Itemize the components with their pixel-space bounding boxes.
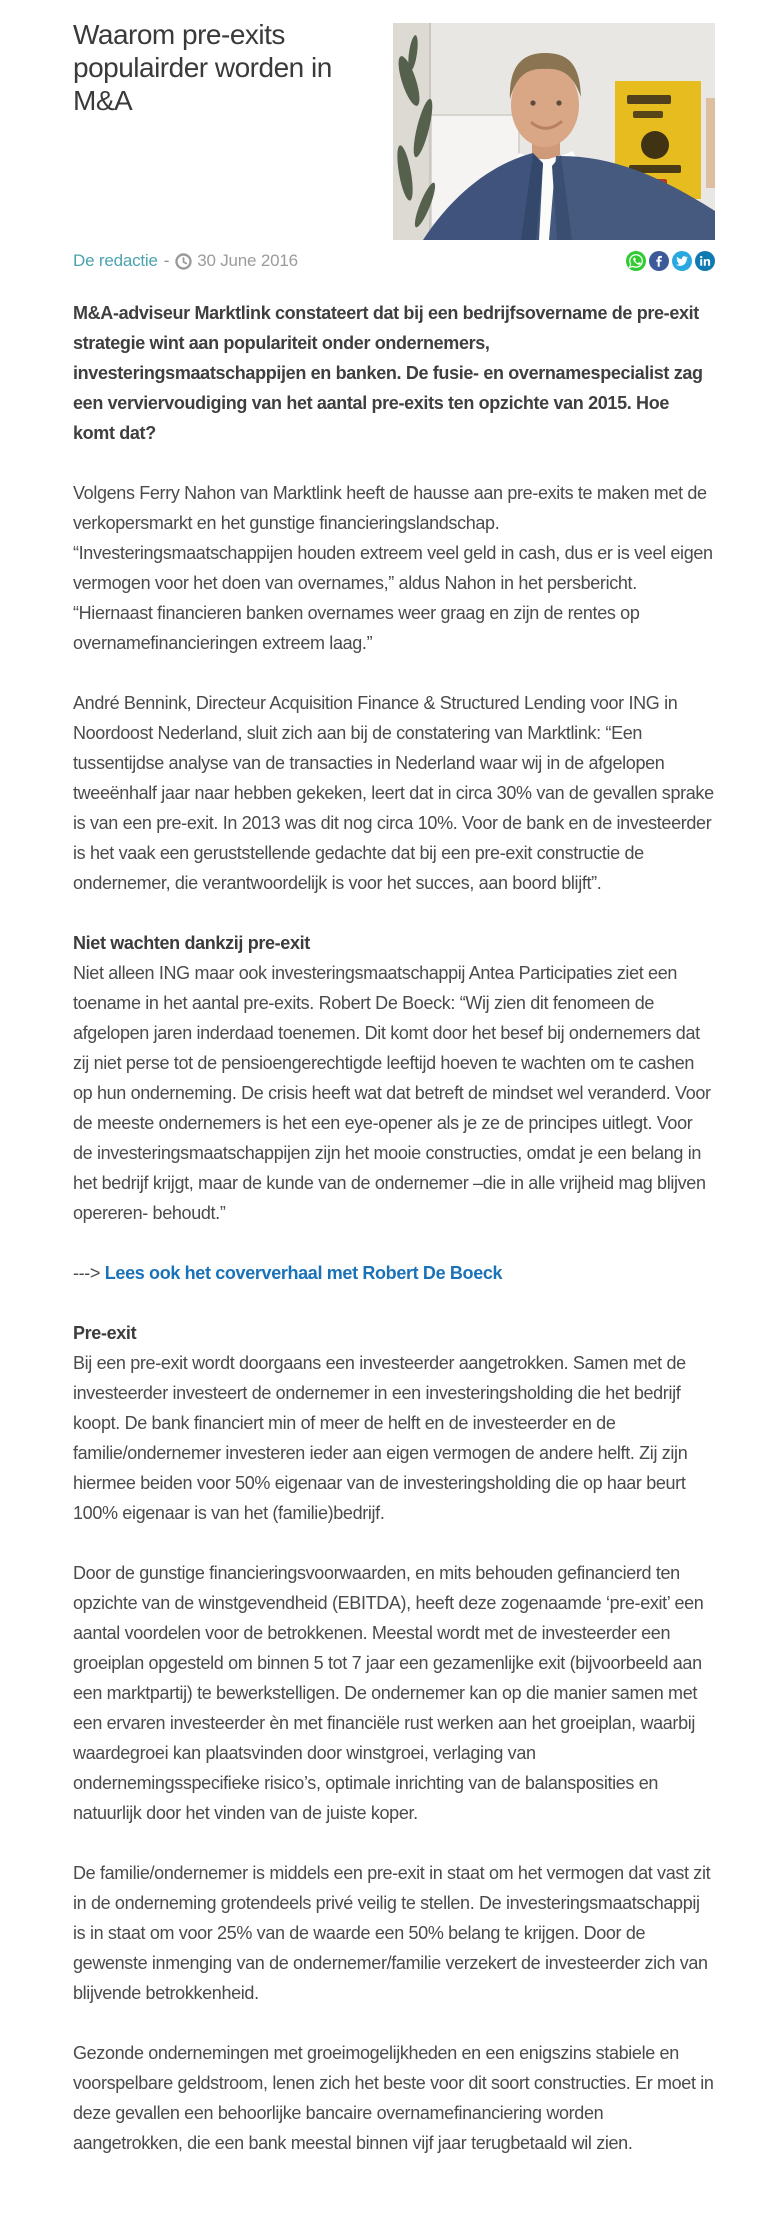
article-body (73, 298, 715, 2158)
readmore-arrow: ---> (73, 1263, 101, 1283)
article-date: 30 June 2016 (197, 251, 298, 270)
paragraph-text: Niet alleen ING maar ook investeringsmaatschappij Antea Participaties ziet een toename in het aantal pre-exits. Robert De Boeck: “Wij zien dit fenomeen de afgelopen jaren inderdaad toenemen. Dit komt door het besef bij ondernemers dat zij niet perse tot de pensioengerechtigde leeftijd hoeven te wachten om te cashen op hun onderneming. De crisis heeft wat dat betreft de mindset wel veranderd. Voor de meeste ondernemers is het een eye-opener als je ze de principes uitlegt. Voor de investeringsmaatschappijen zijn het mooie constructies, omdat je een belang in het bedrijf krijgt, maar de kunde van de ondernemer –die in alle vrijheid mag blijven opereren- behoudt.” (73, 963, 711, 1223)
clock-icon (175, 253, 192, 270)
paragraph: De familie/ondernemer is middels een pre-exit in staat om het vermogen dat vast zit in de onderneming grotendeels privé veilig te stellen. De investeringsmaatschappij is in staat om voor 25% van de waarde een 50% belang te krijgen. Door de gewenste inmenging van de ondernemer/familie verzekert de investeerder zich van blijvende betrokkenheid. (73, 1863, 711, 2003)
article-photo-illustration (393, 23, 715, 240)
paragraph: Gezonde ondernemingen met groeimogelijkheden en een enigszins stabiele en voorspelbare geldstroom, lenen zich het beste voor dit soort constructies. Er moet in deze gevallen een behoorlijke bancaire overnamefinanciering worden aangetrokken, die een bank meestal binnen vijf jaar terugbetaald wil zien. (73, 2043, 714, 2153)
byline (73, 251, 298, 271)
article-header (73, 18, 715, 242)
share-whatsapp-button[interactable] (626, 251, 646, 271)
byline-row (73, 250, 715, 272)
whatsapp-icon (626, 251, 646, 271)
twitter-icon (672, 251, 692, 271)
share-twitter-button[interactable] (672, 251, 692, 271)
paragraph: Volgens Ferry Nahon van Marktlink heeft de hausse aan pre-exits te maken met de verkopersmarkt en het gunstige financieringslandschap. “Investeringsmaatschappijen houden extreem veel geld in cash, dus er is veel eigen vermogen voor het doen van overnames,” aldus Nahon in het persbericht. “Hiernaast financieren banken overnames weer graag en zijn de rentes op overnamefinancieringen extreem laag.” (73, 483, 713, 653)
article-intro: M&A-adviseur Marktlink constateert dat bij een bedrijfsovername de pre-exit strategie wint aan populariteit onder ondernemers, investeringsmaatschappijen en banken. De fusie- en overnamespecialist zag een verviervoudiging van het aantal pre-exits ten opzichte van 2015. Hoe komt dat? (73, 303, 703, 443)
subheading-pre-exit: Pre-exit (73, 1323, 137, 1343)
article-photo (393, 23, 715, 240)
share-facebook-button[interactable] (649, 251, 669, 271)
linkedin-icon (695, 251, 715, 271)
headed-paragraph (73, 928, 715, 1228)
paragraph: André Bennink, Directeur Acquisition Finance & Structured Lending voor ING in Noordoost Nederland, sluit zich aan bij de constatering van Marktlink: “Een tussentijdse analyse van de transacties in Nederland waar wij in de afgelopen tweeënhalf jaar naar hebben gekeken, leert dat in circa 30% van de gevallen sprake is van een pre-exit. In 2013 was dit nog circa 10%. Voor de bank en de investeerder is het vaak een geruststellende gedachte dat bij een pre-exit constructie de ondernemer, die verantwoordelijk is voor het succes, aan boord blijft”. (73, 693, 714, 893)
readmore-row (73, 1258, 715, 1288)
paragraph-text: Bij een pre-exit wordt doorgaans een investeerder aangetrokken. Samen met de investeerder investeert de ondernemer in een investeringsholding die het bedrijf koopt. De bank financiert min of meer de helft en de investeerder en de familie/ondernemer investeren ieder aan eigen vermogen de andere helft. Zij zijn hiermee beiden voor 50% eigenaar van de investeringsholding die op haar beurt 100% eigenaar is van het (familie)bedrijf. (73, 1353, 688, 1523)
share-bar (626, 251, 715, 271)
facebook-icon (649, 251, 669, 271)
share-linkedin-button[interactable] (695, 251, 715, 271)
page-title: Waarom pre-exits populairder worden in M&A (73, 19, 332, 116)
byline-separator: - (163, 251, 170, 270)
headed-paragraph (73, 1318, 715, 1528)
author-link[interactable]: De redactie (73, 251, 158, 270)
subheading-niet-wachten: Niet wachten dankzij pre-exit (73, 933, 310, 953)
readmore-link[interactable]: Lees ook het coververhaal met Robert De Boeck (104, 1263, 503, 1283)
paragraph: Door de gunstige financieringsvoorwaarden, en mits behouden gefinancierd ten opzichte van de winstgevendheid (EBITDA), heeft deze zogenaamde ‘pre-exit’ een aantal voordelen voor de betrokkenen. Meestal wordt met de investeerder een groeiplan opgesteld om binnen 5 tot 7 jaar een gezamenlijke exit (bijvoorbeeld aan een marktpartij) te bewerkstelligen. De ondernemer kan op die manier samen met een ervaren investeerder èn met financiële rust werken aan het groeiplan, waarbij waardegroei kan plaatsvinden door winstgroei, verlaging van ondernemingsspecifieke risico’s, optimale inrichting van de balansposities en natuurlijk door het vinden van de juiste koper. (73, 1563, 704, 1823)
